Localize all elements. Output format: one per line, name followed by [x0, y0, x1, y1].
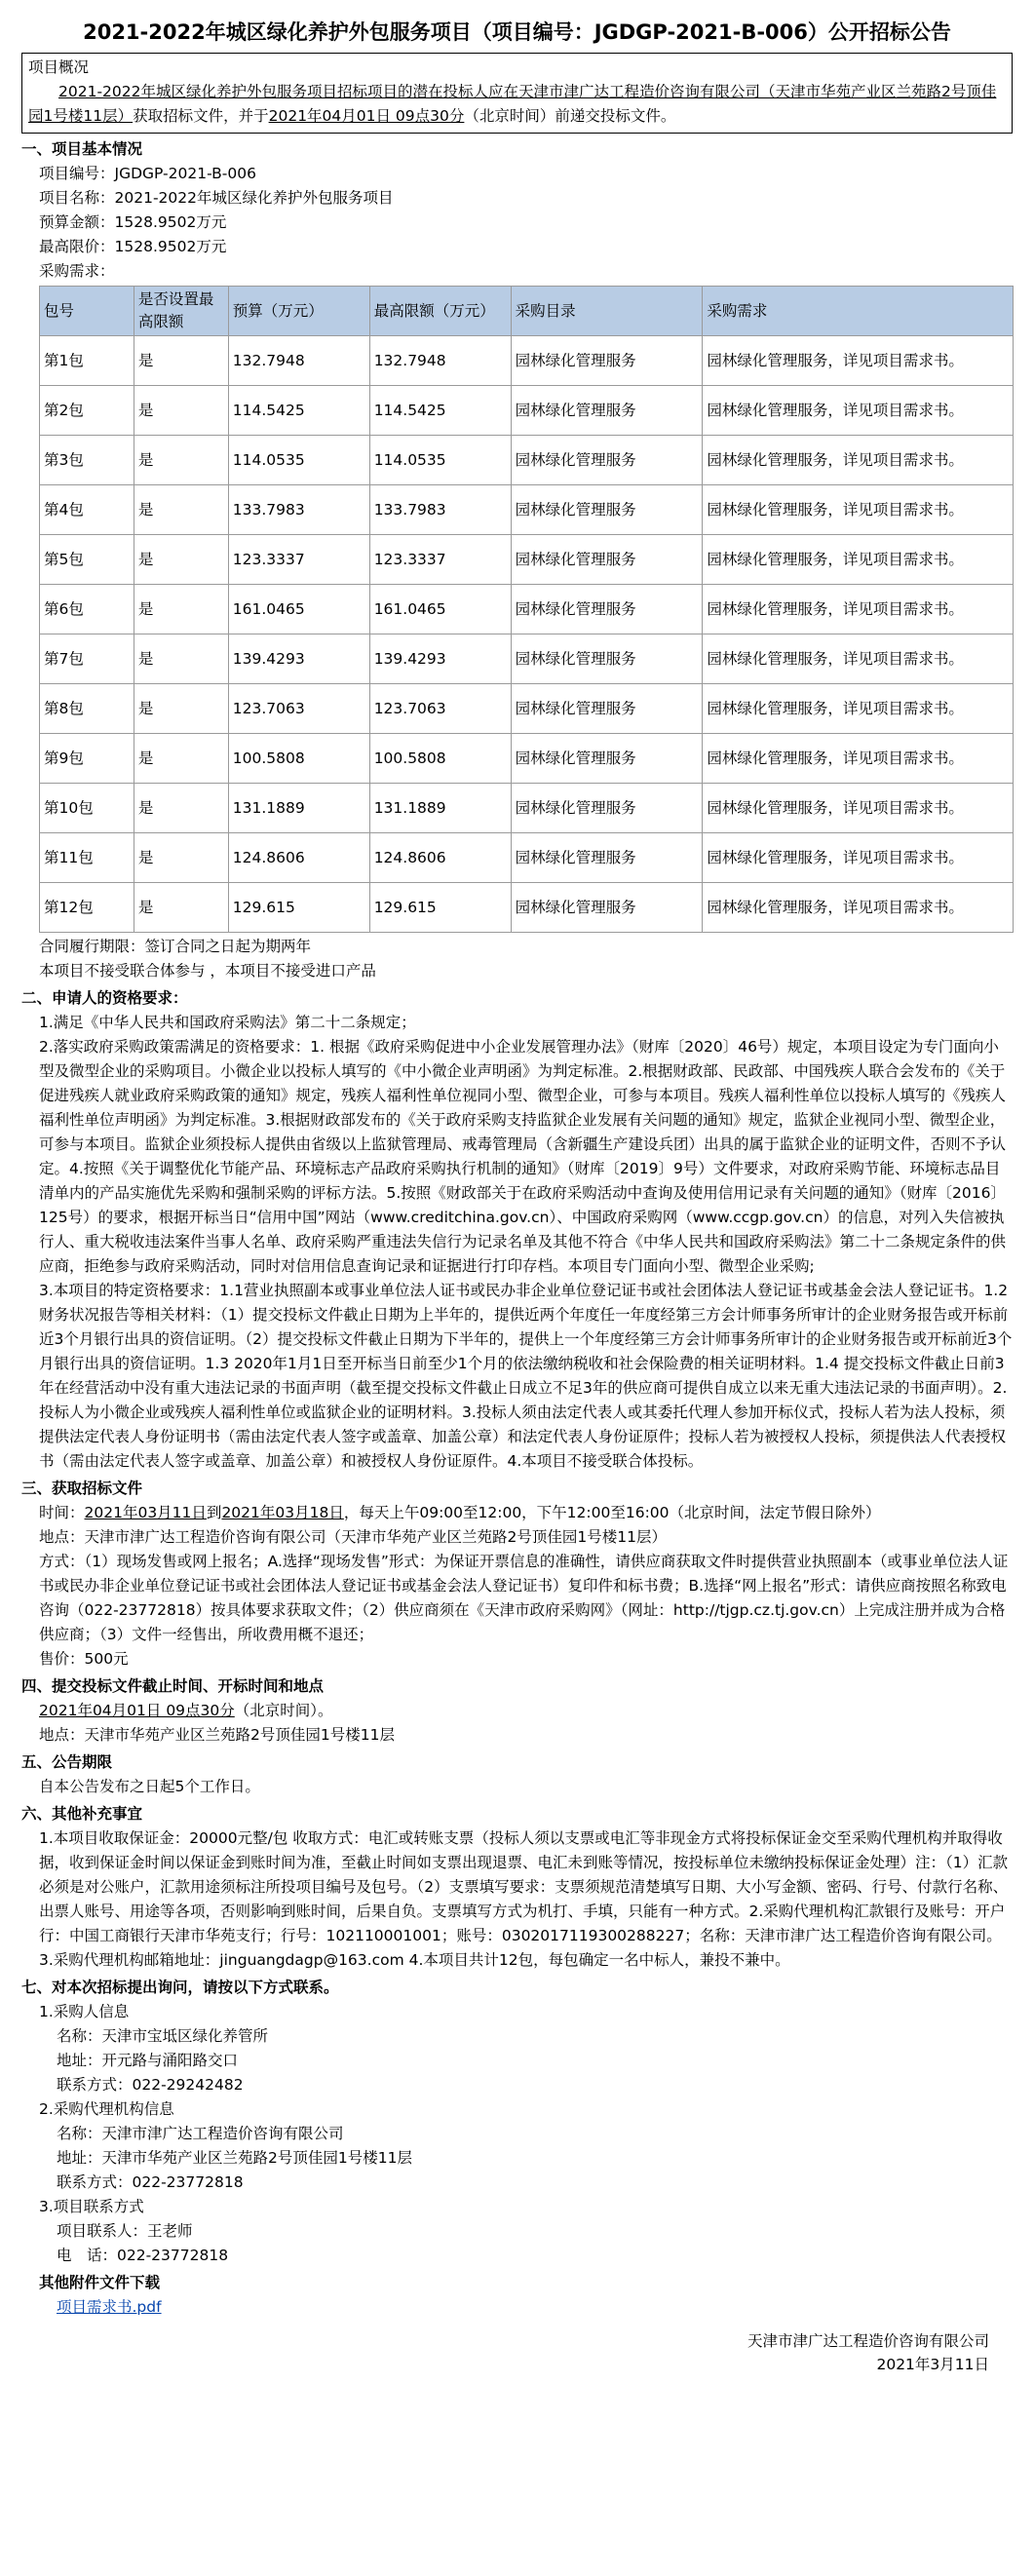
- table-row: [40, 436, 1014, 485]
- cell-has-limit: 是: [134, 585, 228, 634]
- table-row: [40, 734, 1014, 784]
- submission-deadline-rest: （北京时间）。: [234, 1702, 333, 1719]
- cell-catalog: 园林绿化管理服务: [511, 634, 703, 684]
- cell-catalog: 园林绿化管理服务: [511, 485, 703, 535]
- cell-package: 第11包: [40, 833, 134, 883]
- cell-requirement: 园林绿化管理服务，详见项目需求书。: [703, 784, 1014, 833]
- agent-name: 名称：天津市津广达工程造价咨询有限公司: [57, 2125, 344, 2142]
- section-5-heading: 五、公告期限: [21, 1753, 113, 1771]
- cell-budget: 123.7063: [228, 684, 369, 734]
- cell-has-limit: 是: [134, 634, 228, 684]
- attachment-link-requirements-pdf[interactable]: 项目需求书.pdf: [57, 2298, 162, 2316]
- submission-deadline-date: 2021年04月01日 09点30分: [39, 1702, 235, 1719]
- attachments-heading: 其他附件文件下载: [39, 2274, 161, 2291]
- cell-catalog: 园林绿化管理服务: [511, 833, 703, 883]
- cell-has-limit: 是: [134, 684, 228, 734]
- cell-limit: 129.615: [369, 883, 511, 933]
- cell-budget: 100.5808: [228, 734, 369, 784]
- cell-limit: 124.8606: [369, 833, 511, 883]
- cell-has-limit: 是: [134, 336, 228, 386]
- cell-package: 第6包: [40, 585, 134, 634]
- obtain-method: 方式：（1）现场发售或网上报名；A.选择“现场发售”形式：为保证开票信息的准确性，请供应商获取文件时提供营业执照副本（或事业单位法人证书或民办非企业单位登记证书或社会团体法人登记证书或基金会法人登记证书）复印件和标书费；B.选择“网上报名”形式：请供应商按照名称致电咨询（022-23772818）按具体要求获取文件；（2）供应商须在《天津市政府采购网》（网址：http://tjgp.cz.tj.gov.cn）上完成注册并成为合格供应商；（3）文件一经售出，所收费用概不退还；: [39, 1553, 1009, 1643]
- obtain-time-label: 时间：: [39, 1504, 85, 1521]
- cell-has-limit: 是: [134, 734, 228, 784]
- obtain-time-end: 2021年03月18日: [221, 1504, 344, 1521]
- signature-block: [21, 2329, 1013, 2376]
- overview-heading: 项目概况: [28, 58, 90, 76]
- cell-requirement: 园林绿化管理服务，详见项目需求书。: [703, 833, 1014, 883]
- agent-address: 地址：天津市华苑产业区兰苑路2号顶佳园1号楼11层: [57, 2149, 412, 2167]
- cell-catalog: 园林绿化管理服务: [511, 883, 703, 933]
- cell-budget: 131.1889: [228, 784, 369, 833]
- cell-package: 第10包: [40, 784, 134, 833]
- cell-requirement: 园林绿化管理服务，详见项目需求书。: [703, 386, 1014, 436]
- cell-requirement: 园林绿化管理服务，详见项目需求书。: [703, 634, 1014, 684]
- cell-catalog: 园林绿化管理服务: [511, 535, 703, 585]
- cell-catalog: 园林绿化管理服务: [511, 784, 703, 833]
- overview-deadline: 2021年04月01日 09点30分: [268, 107, 465, 125]
- project-name: 项目名称：2021-2022年城区绿化养护外包服务项目: [39, 189, 394, 207]
- section-3-heading: 三、获取招标文件: [21, 1480, 143, 1497]
- cell-limit: 161.0465: [369, 585, 511, 634]
- cell-catalog: 园林绿化管理服务: [511, 585, 703, 634]
- budget-amount: 预算金额：1528.9502万元: [39, 213, 227, 231]
- cell-package: 第4包: [40, 485, 134, 535]
- obtain-time-start: 2021年03月11日: [84, 1504, 207, 1521]
- contact-info-title: 3.项目联系方式: [39, 2198, 144, 2215]
- overview-text: [28, 80, 1006, 129]
- qualification-1: 1.满足《中华人民共和国政府采购法》第二十二条规定；: [39, 1014, 416, 1031]
- cell-has-limit: 是: [134, 535, 228, 585]
- section-4-heading: 四、提交投标文件截止时间、开标时间和地点: [21, 1677, 325, 1695]
- opening-location: 地点：天津市华苑产业区兰苑路2号顶佳园1号楼11层: [39, 1726, 395, 1744]
- cell-budget: 129.615: [228, 883, 369, 933]
- supplementary-text: 1.本项目收取保证金：20000元整/包 收取方式：电汇或转账支票（投标人须以支票或电汇等非现金方式将投标保证金交至采购代理机构并取得收据，收到保证金时间以保证金到账时间为准，至截止时间如支票出现退票、电汇未到账等情况，按投标单位未缴纳投标保证金处理）注：（1）汇款必须是对公账户，汇款用途须标注所投项目编号及包号。（2）支票填写要求：支票须规范清楚填写日期、大小写金额、密码、行号、付款行名称、出票人账号、用途等各项，否则影响到账时间，后果自负。支票填写方式为机打、手填，只能有一种方式。2.采购代理机构汇款银行及账号：开户行：中国工商银行天津市华苑支行；行号：102110001001；账号：0302017119300288227；名称：天津市津广达工程造价咨询有限公司。3.采购代理机构邮箱地址：jinguangdagp@163.com 4.本项目共计12包，每包确定一名中标人，兼投不兼中。: [39, 1829, 1009, 1969]
- cell-requirement: 园林绿化管理服务，详见项目需求书。: [703, 336, 1014, 386]
- cell-has-limit: 是: [134, 485, 228, 535]
- submission-deadline: [21, 1699, 1013, 1723]
- cell-package: 第1包: [40, 336, 134, 386]
- cell-limit: 131.1889: [369, 784, 511, 833]
- table-header-row: [40, 287, 1014, 336]
- cell-catalog: 园林绿化管理服务: [511, 436, 703, 485]
- obtain-time-rest: ，每天上午09:00至12:00，下午12:00至16:00（北京时间，法定节假日除外）: [343, 1504, 881, 1521]
- contact-person: 项目联系人：王老师: [57, 2222, 193, 2240]
- cell-budget: 123.3337: [228, 535, 369, 585]
- col-header-catalog: 采购目录: [511, 287, 703, 336]
- announcement-period: 自本公告发布之日起5个工作日。: [39, 1778, 260, 1795]
- overview-location: 天津市津广达工程造价咨询有限公司（天津市华苑产业区兰苑路2号顶佳园1号楼11层）: [28, 83, 997, 125]
- buyer-phone: 联系方式：022-29242482: [57, 2076, 244, 2094]
- col-header-requirement: 采购需求: [703, 287, 1014, 336]
- project-overview-box: [21, 53, 1013, 134]
- cell-limit: 100.5808: [369, 734, 511, 784]
- procurement-needs-label: 采购需求：: [39, 262, 115, 280]
- cell-limit: 123.3337: [369, 535, 511, 585]
- cell-has-limit: 是: [134, 784, 228, 833]
- agent-info-title: 2.采购代理机构信息: [39, 2100, 174, 2118]
- cell-budget: 114.0535: [228, 436, 369, 485]
- cell-budget: 139.4293: [228, 634, 369, 684]
- cell-package: 第2包: [40, 386, 134, 436]
- cell-budget: 132.7948: [228, 336, 369, 386]
- signature-date: 2021年3月11日: [876, 2356, 989, 2373]
- table-row: [40, 634, 1014, 684]
- col-header-limit: 最高限额（万元）: [369, 287, 511, 336]
- project-code: 项目编号：JGDGP-2021-B-006: [39, 165, 256, 182]
- overview-text-1: 2021-2022年城区绿化养护外包服务项目招标项目的潜在投标人应在: [58, 83, 518, 100]
- cell-limit: 139.4293: [369, 634, 511, 684]
- cell-limit: 123.7063: [369, 684, 511, 734]
- cell-requirement: 园林绿化管理服务，详见项目需求书。: [703, 535, 1014, 585]
- cell-limit: 114.0535: [369, 436, 511, 485]
- package-table: [39, 286, 1014, 933]
- cell-budget: 124.8606: [228, 833, 369, 883]
- table-row: [40, 684, 1014, 734]
- col-header-package: 包号: [40, 287, 134, 336]
- consortium-note: 本项目不接受联合体参与 ，本项目不接受进口产品: [39, 962, 376, 980]
- cell-limit: 114.5425: [369, 386, 511, 436]
- table-row: [40, 535, 1014, 585]
- table-row: [40, 386, 1014, 436]
- section-1-heading: 一、项目基本情况: [21, 140, 143, 158]
- buyer-info-title: 1.采购人信息: [39, 2003, 130, 2020]
- cell-budget: 161.0465: [228, 585, 369, 634]
- section-7-heading: 七、对本次招标提出询问，请按以下方式联系。: [21, 1979, 339, 1996]
- cell-requirement: 园林绿化管理服务，详见项目需求书。: [703, 436, 1014, 485]
- document-price: 售价：500元: [39, 1650, 129, 1668]
- table-row: [40, 833, 1014, 883]
- cell-catalog: 园林绿化管理服务: [511, 386, 703, 436]
- table-row: [40, 883, 1014, 933]
- qualification-3: 3.本项目的特定资格要求：1.1营业执照副本或事业单位法人证书或民办非企业单位登记证书或社会团体法人登记证书或基金会法人登记证书。1.2 财务状况报告等相关材料：（1）提交投标文件截止日期为上半年的，提供近两个年度任一年度经第三方会计师事务所审计的企业财务报告或开标前近3个月银行出具的资信证明。（2）提交投标文件截止日期为下半年的，提供上一个年度经第三方会计师事务所审计的企业财务报告或开标前近3个月银行出具的资信证明。1.3 2020年1月1日至开标当日前至少1个月的依法缴纳税收和社会保险费的相关证明材料。1.4 提交投标文件截止日前3年在经营活动中没有重大违法记录的书面声明（截至提交投标文件截止日成立不足3年的供应商可提供自成立以来无重大违法记录的书面声明）。2.投标人为小微企业或残疾人福利性单位或监狱企业的证明材料。3.投标人须由法定代表人或其委托代理人参加开标仪式，投标人若为法人投标，须提供法定代表人身份证明书（需由法定代表人签字或盖章、加盖公章）和法定代表人身份证原件；投标人若为被授权人投标，须提供法人代表授权书（需由法定代表人签字或盖章、加盖公章）和被授权人身份证原件。4.本项目不接受联合体投标。: [39, 1282, 1013, 1470]
- cell-catalog: 园林绿化管理服务: [511, 734, 703, 784]
- obtain-time: [21, 1501, 1013, 1525]
- buyer-name: 名称：天津市宝坻区绿化养管所: [57, 2027, 269, 2045]
- table-row: [40, 336, 1014, 386]
- cell-catalog: 园林绿化管理服务: [511, 684, 703, 734]
- cell-package: 第8包: [40, 684, 134, 734]
- cell-package: 第3包: [40, 436, 134, 485]
- section-2-heading: 二、申请人的资格要求：: [21, 989, 188, 1007]
- cell-package: 第7包: [40, 634, 134, 684]
- cell-requirement: 园林绿化管理服务，详见项目需求书。: [703, 485, 1014, 535]
- overview-text-3: （北京时间）前递交投标文件。: [464, 107, 676, 125]
- cell-catalog: 园林绿化管理服务: [511, 336, 703, 386]
- cell-requirement: 园林绿化管理服务，详见项目需求书。: [703, 883, 1014, 933]
- cell-requirement: 园林绿化管理服务，详见项目需求书。: [703, 585, 1014, 634]
- cell-requirement: 园林绿化管理服务，详见项目需求书。: [703, 684, 1014, 734]
- cell-has-limit: 是: [134, 386, 228, 436]
- cell-budget: 133.7983: [228, 485, 369, 535]
- cell-budget: 114.5425: [228, 386, 369, 436]
- cell-limit: 132.7948: [369, 336, 511, 386]
- overview-text-2: 获取招标文件，并于: [133, 107, 269, 125]
- table-row: [40, 585, 1014, 634]
- col-header-budget: 预算（万元）: [228, 287, 369, 336]
- cell-requirement: 园林绿化管理服务，详见项目需求书。: [703, 734, 1014, 784]
- cell-has-limit: 是: [134, 833, 228, 883]
- col-header-has-limit: 是否设置最高限额: [134, 287, 228, 336]
- cell-has-limit: 是: [134, 883, 228, 933]
- qualification-2: 2.落实政府采购政策需满足的资格要求：1. 根据《政府采购促进中小企业发展管理办法》（财库〔2020〕46号）规定，本项目设定为专门面向小型及微型企业的采购项目。小微企业以投标人填写的《中小微企业声明函》为判定标准。2.根据财政部、民政部、中国残疾人联合会发布的《关于促进残疾人就业政府采购政策的通知》规定，残疾人福利性单位视同小型、微型企业，可参与本项目。残疾人福利性单位以投标人填写的《残疾人福利性单位声明函》为判定标准。3.根据财政部发布的《关于政府采购支持监狱企业发展有关问题的通知》规定，监狱企业视同小型、微型企业，可参与本项目。监狱企业须投标人提供由省级以上监狱管理局、戒毒管理局（含新疆生产建设兵团）出具的属于监狱企业的证明文件，否则不予认定。4.按照《关于调整优化节能产品、环境标志产品政府采购执行机制的通知》（财库〔2019〕9号）文件要求，对政府采购节能、环境标志品目清单内的产品实施优先采购和强制采购的评标方法。5.按照《财政部关于在政府采购活动中查询及使用信用记录有关问题的通知》（财库〔2016〕125号）的要求，根据开标当日“信用中国”网站（www.creditchina.gov.cn）、中国政府采购网（www.ccgp.gov.cn）的信息，对列入失信被执行人、重大税收违法案件当事人名单、政府采购严重违法失信行为记录名单及其他不符合《中华人民共和国政府采购法》第二十二条规定条件的供应商，拒绝参与政府采购活动，同时对信用信息查询记录和证据进行打印存档。本项目专门面向小型、微型企业采购;: [39, 1038, 1007, 1275]
- cell-package: 第9包: [40, 734, 134, 784]
- obtain-time-to: 到: [206, 1504, 222, 1521]
- contract-period: 合同履行期限：签订合同之日起为期两年: [39, 938, 312, 955]
- contact-phone: 电 话：022-23772818: [57, 2247, 229, 2264]
- cell-has-limit: 是: [134, 436, 228, 485]
- page-title: 2021-2022年城区绿化养护外包服务项目（项目编号：JGDGP-2021-B-006）公开招标公告: [83, 20, 951, 44]
- agent-phone: 联系方式：022-23772818: [57, 2173, 244, 2191]
- buyer-address: 地址：开元路与涌阳路交口: [57, 2052, 239, 2069]
- obtain-location: 地点：天津市津广达工程造价咨询有限公司（天津市华苑产业区兰苑路2号顶佳园1号楼11层）: [39, 1528, 667, 1546]
- cell-package: 第12包: [40, 883, 134, 933]
- cell-limit: 133.7983: [369, 485, 511, 535]
- signature-org: 天津市津广达工程造价咨询有限公司: [747, 2332, 989, 2350]
- table-row: [40, 485, 1014, 535]
- cell-package: 第5包: [40, 535, 134, 585]
- section-6-heading: 六、其他补充事宜: [21, 1805, 143, 1823]
- table-row: [40, 784, 1014, 833]
- max-price: 最高限价：1528.9502万元: [39, 238, 227, 255]
